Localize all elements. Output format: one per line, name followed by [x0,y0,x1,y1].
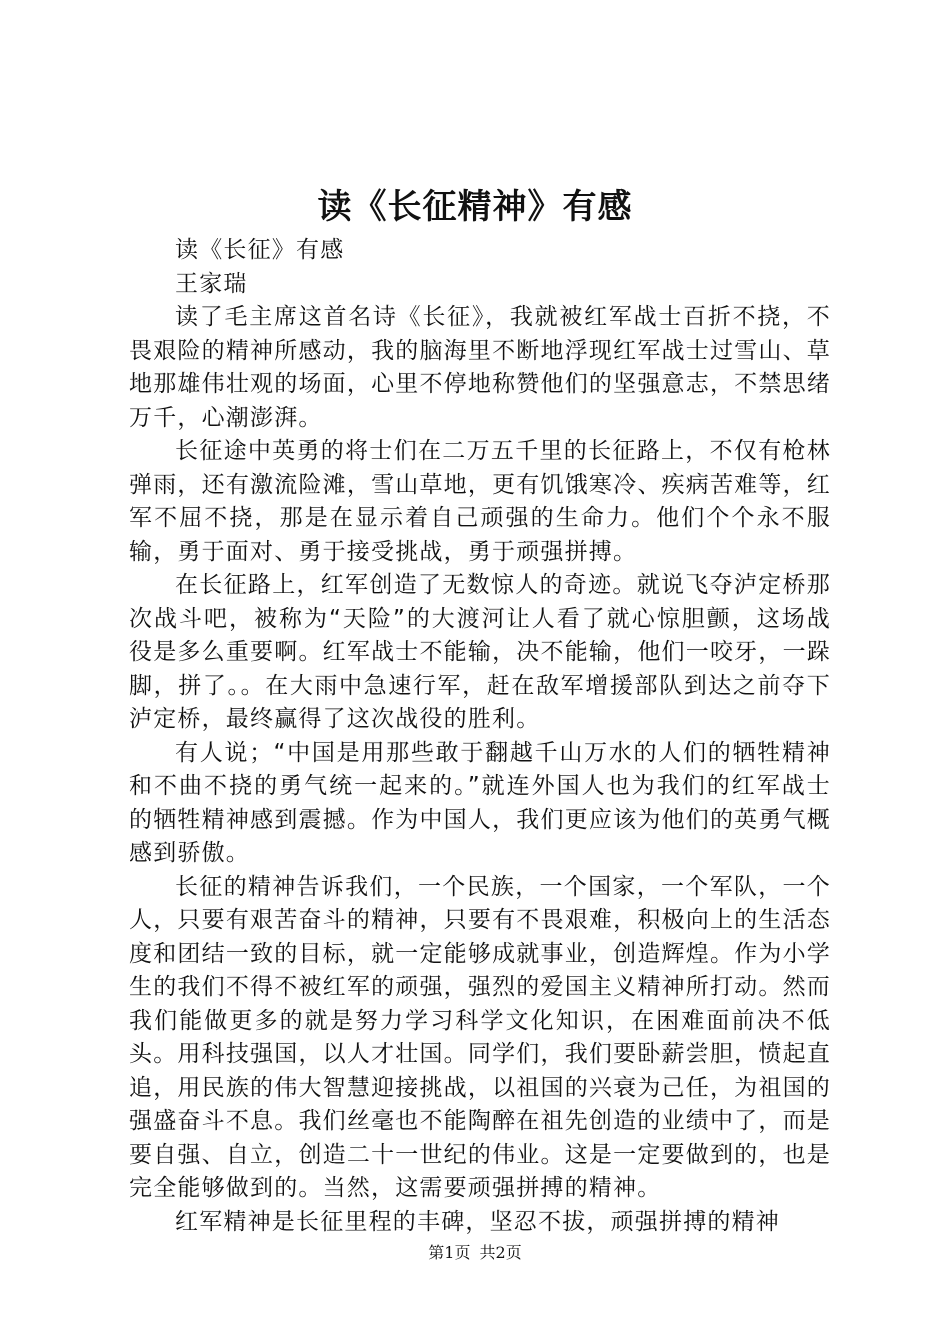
paragraph: 长征途中英勇的将士们在二万五千里的长征路上，不仅有枪林弹雨，还有激流险滩，雪山草地，更有饥饿寒冷、疾病苦难等，红军不屈不挠，那是在显示着自己顽强的生命力。他们个个永不服输，勇于面对、勇于接受挑战，勇于顽强拼搏。 [129,438,831,565]
page-total: 共2页 [479,1243,522,1262]
paragraph-author: 王家瑞 [175,270,248,297]
document-body [129,234,831,1239]
paragraph: 在长征路上，红军创造了无数惊人的奇迹。就说飞夺泸定桥那次战斗吧，被称为“天险”的大渡河让人看了就心惊胆颤，这场战役是多么重要啊。红军战士不能输，决不能输，他们一咬牙，一跺脚，拼了。。在大雨中急速行军，赶在敌军增援部队到达之前夺下泸定桥，最终赢得了这次战役的胜利。 [129,572,831,732]
document-title: 读《长征精神》有感 [317,187,633,227]
paragraph: 长征的精神告诉我们，一个民族，一个国家，一个军队，一个人，只要有艰苦奋斗的精神，只要有不畏艰难，积极向上的生活态度和团结一致的目标，就一定能够成就事业，创造辉煌。作为小学生的我们不得不被红军的顽强，强烈的爱国主义精神所打动。然而我们能做更多的就是努力学习科学文化知识，在困难面前决不低头。用科技强国，以人才壮国。同学们，我们要卧薪尝胆，愤起直追，用民族的伟大智慧迎接挑战，以祖国的兴衰为己任，为祖国的强盛奋斗不息。我们丝毫也不能陶醉在祖先创造的业绩中了，而是要自强、自立，创造二十一世纪的伟业。这是一定要做到的，也是完全能够做到的。当然，这需要顽强拼搏的精神。 [129,873,831,1201]
paragraph: 有人说；“中国是用那些敢于翻越千山万水的人们的牺牲精神和不曲不挠的勇气统一起来的。”就连外国人也为我们的红军战士的牺牲精神感到震撼。作为中国人，我们更应该为他们的英勇气概感到骄傲。 [129,739,831,866]
paragraph-subtitle: 读《长征》有感 [175,237,345,263]
page-footer [0,1241,950,1265]
page-number: 第1页 [428,1243,471,1262]
paragraph: 读了毛主席这首名诗《长征》，我就被红军战士百折不挠，不畏艰险的精神所感动，我的脑海里不断地浮现红军战士过雪山、草地那雄伟壮观的场面，心里不停地称赞他们的坚强意志，不禁思绪万千，心潮澎湃。 [129,304,831,431]
paragraph: 红军精神是长征里程的丰碑，坚忍不拔，顽强拼搏的精神 [175,1208,780,1235]
